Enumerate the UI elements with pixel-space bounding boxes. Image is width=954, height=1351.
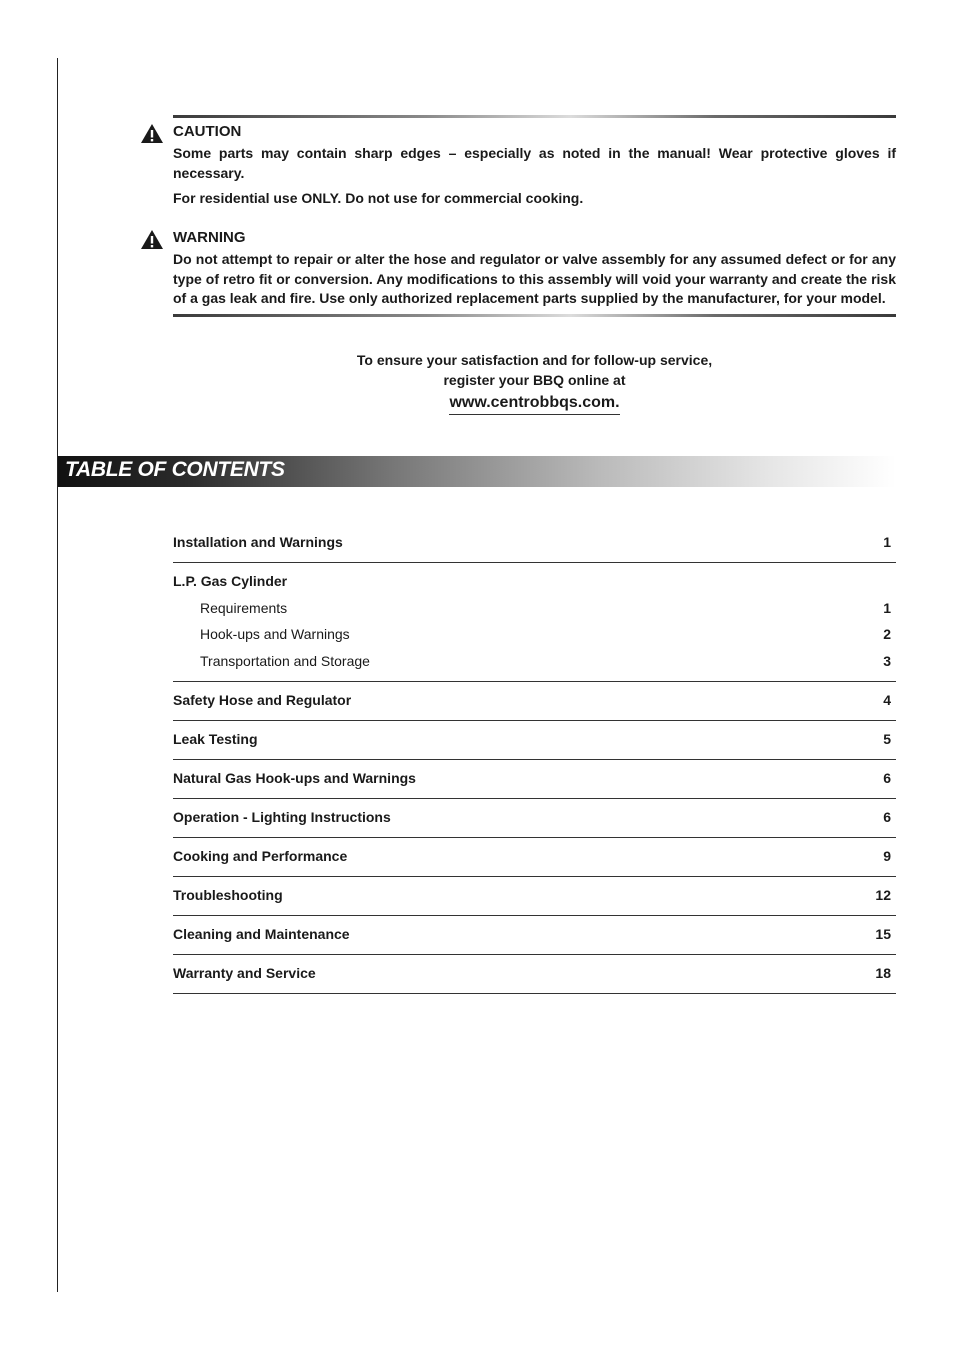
toc-subentry[interactable] — [173, 625, 896, 644]
toc-subentry[interactable] — [173, 599, 896, 618]
toc-entry-page: 4 — [883, 691, 891, 708]
toc-entry[interactable] — [173, 682, 896, 721]
register-url-link[interactable]: www.centrobbqs.com. — [449, 393, 619, 415]
caution-title: CAUTION — [173, 123, 242, 140]
warning-notice — [173, 229, 896, 317]
warning-text: Do not attempt to repair or alter the hose and regulator or valve assembly for any assumed defect or for any type of retro fit or conversion. Any modifications to this assembly will void your warranty and create the risk of a gas leak and fire. Use only authorized replacement parts supplied by the manufacturer, for your model. — [173, 251, 896, 306]
toc-entry-page: 6 — [883, 769, 891, 786]
toc-entry-label: Leak Testing — [173, 730, 258, 747]
toc-list — [173, 524, 896, 994]
toc-entry-label: L.P. Gas Cylinder — [173, 573, 288, 589]
toc-entry-label: Cooking and Performance — [173, 847, 348, 864]
warning-heading — [173, 229, 896, 246]
caution-top-rule — [173, 115, 896, 118]
toc-entry-label: Installation and Warnings — [173, 534, 343, 550]
toc-entry[interactable] — [173, 524, 896, 563]
toc-subentry[interactable] — [173, 652, 896, 671]
warning-title: WARNING — [173, 229, 246, 246]
toc-subentry-page: 1 — [883, 599, 891, 616]
toc-entry[interactable] — [173, 760, 896, 799]
toc-entry-page: 1 — [883, 534, 891, 550]
toc-title: TABLE OF CONTENTS — [65, 458, 285, 481]
toc-entry[interactable] — [173, 838, 896, 877]
page-margin-line — [57, 58, 58, 1292]
toc-entry-page: 15 — [875, 925, 891, 942]
toc-entry-label: Troubleshooting — [173, 886, 283, 903]
caution-text-2: For residential use ONLY. Do not use for commercial cooking. — [173, 190, 584, 206]
toc-entry-label: Operation - Lighting Instructions — [173, 808, 391, 825]
toc-entry-page: 9 — [883, 847, 891, 864]
toc-entry-label: Safety Hose and Regulator — [173, 691, 352, 708]
toc-subentry-page: 3 — [883, 652, 891, 669]
register-line-2: register your BBQ online at — [443, 371, 626, 388]
caution-text-1: Some parts may contain sharp edges – especially as noted in the manual! Wear protective gloves if necessary. — [173, 145, 896, 181]
warning-triangle-icon — [140, 123, 164, 144]
register-line-1: To ensure your satisfaction and for follow-up service, — [356, 352, 713, 368]
toc-entry-label: Cleaning and Maintenance — [173, 925, 350, 942]
toc-entry[interactable] — [173, 799, 896, 838]
toc-entry-page: 6 — [883, 808, 891, 825]
toc-subentry-label: Requirements — [200, 599, 288, 616]
toc-subentry-page: 2 — [883, 626, 891, 642]
registration-note — [173, 351, 896, 415]
toc-entry-label: Natural Gas Hook-ups and Warnings — [173, 769, 416, 786]
toc-subentry-label: Hook-ups and Warnings — [200, 626, 350, 642]
caution-heading — [173, 123, 896, 140]
toc-entry-label: Warranty and Service — [173, 964, 316, 981]
toc-entry-page: 5 — [883, 730, 891, 747]
toc-entry-page — [891, 572, 896, 591]
toc-subentry-label: Transportation and Storage — [200, 652, 370, 669]
toc-entry-page: 18 — [875, 964, 891, 981]
toc-entry[interactable] — [173, 916, 896, 955]
toc-entry[interactable] — [173, 721, 896, 760]
toc-entry[interactable] — [173, 877, 896, 916]
toc-entry[interactable] — [173, 563, 896, 682]
toc-banner — [58, 456, 896, 487]
toc-entry-page: 12 — [875, 886, 891, 903]
caution-notice — [173, 115, 896, 209]
toc-entry[interactable] — [173, 955, 896, 994]
warning-triangle-icon — [140, 229, 164, 250]
warning-bottom-rule — [173, 314, 896, 317]
